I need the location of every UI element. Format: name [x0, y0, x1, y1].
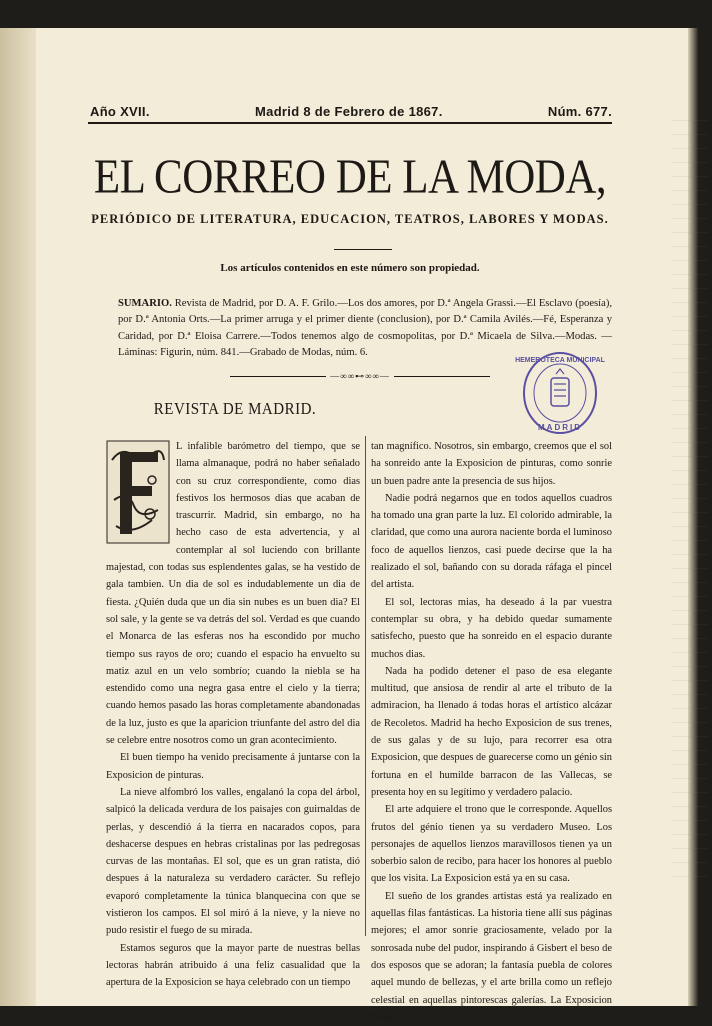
issue-info-line	[90, 104, 612, 119]
summary-lead: SUMARIO.	[118, 298, 172, 309]
issue-number: Núm. 677.	[547, 104, 612, 119]
stamp-top-text: HEMEROTECA MUNICIPAL	[515, 357, 605, 364]
stamp-bottom-text: MADRID	[538, 423, 582, 432]
paragraph: tan magnífico. Nosotros, sin embargo, creemos que el sol ha sonreido ante la Exposicion de pinturas, como sonrie un buen padre ante la presencia de sus hijos.	[371, 441, 612, 487]
issue-year: Año XVII.	[90, 104, 150, 119]
paragraph: Estamos seguros que la mayor parte de nuestras bellas lectoras habrán atribuido á una feliz casualidad que la apertura de la Exposicion se haya celebrado con un tiempo	[106, 942, 360, 989]
paragraph: El buen tiempo ha venido precisamente á juntarse con la Exposicion de pinturas.	[106, 752, 360, 781]
paragraph: L infalible barómetro del tiempo, que se llama almanaque, podrá no haber señalado con su cruz correspondiente, como dias festivos los hermosos dias que acaban de trascurrir. Madrid, sin embargo, no ha hecho caso de esta advertencia, y al contemplar al sol luciendo con brillante majestad, con todas sus esplendentes galas, se ha vestido de gala tambien. Un dia de sol es indudablemente un dia de fiesta. ¿Quién duda que un dia sin nubes es un buen dia? El sol sale, y la gente se va detrás del sol. Verdad es que cuando el Monarca de las esferas nos ha escondido por mucho tiempo sus rayos de oro; cuando el espacio ha envuelto su matiz azul en un velo sombrío; cuando la niebla se ha estendido como una negra gasa entre el cielo y la tierra; cuando hemos pasado las horas completamente abandonadas de la luz, justo es que la aparicion triunfante del astro del dia se celebre entre nosotros como un gran acontecimiento.	[106, 441, 360, 747]
issue-date: Madrid 8 de Febrero de 1867.	[255, 104, 443, 119]
property-note: Los artículos contenidos en este número son propiedad.	[220, 262, 480, 274]
newspaper-subtitle: PERIÓDICO DE LITERATURA, EDUCACION, TEATROS, LABORES Y MODAS.	[91, 212, 609, 226]
paragraph: El arte adquiere el trono que le corresponde. Aquellos frutos del génio tienen ya su verdadero Museo. Los personajes de aquellos lienzos maravillosos tienen ya un soberbio salon de recibo, para hacer los honores al pueblo que los visita. La Exposicion está ya en su casa.	[371, 804, 612, 885]
show-through-text	[672, 120, 708, 880]
masthead-rule	[88, 122, 612, 124]
paragraph: Nadie podrá negarnos que en todos aquellos cuadros ha tomado una gran parte la luz. El colorido admirable, la claridad, que como una aurora naciente borda el luminoso foco de aquellos lienzos, casi puede decirse que la ha realizado el sol, bañando con su dorada ráfaga el pincel del artista.	[371, 492, 612, 591]
summary-text: Revista de Madrid, por D. A. F. Grilo.—Los dos amores, por D.ª Angela Grassi.—El Esclavo (poesía), por D.ª Antonia Orts.—La primer arruga y el primer diente (conclusion), por D.ª Camila Avilés.—Fé, Esperanza y Caridad, por D.ª Eloisa Carrere.—Todos tenemos algo de cosmopolitas, por D.ª Micaela de Silva.—Modas. —Láminas: Figurin, núm. 841.—Grabado de Modas, núm. 6.	[118, 298, 612, 359]
book-spine-edge	[0, 28, 36, 1006]
ornament-glyph: —∞∞⊷∞∞—	[330, 370, 390, 381]
library-stamp	[515, 350, 605, 436]
right-column	[371, 438, 612, 1026]
newspaper-title: EL CORREO DE LA MODA,	[93, 151, 607, 204]
ornamental-divider	[230, 370, 490, 382]
section-heading: REVISTA DE MADRID.	[153, 401, 317, 419]
paragraph: Nada ha podido detener el paso de esa elegante multitud, que ansiosa de rendir al arte el tributo de la admiracion, ha llenado á todas horas el artístico alcázar de Recoletos. Madrid ha hecho Exposicion de sus trenes, de sus galas y de su lujo, para recorrer esa otra Exposicion, que despues de guarecerse como un génio sin fortuna en el humilde barracon de las Vallecas, se presenta hoy en su legítimo y verdadero palacio.	[371, 665, 612, 798]
left-column	[106, 438, 360, 992]
paragraph: La nieve alfombró los valles, engalanó la copa del árbol, salpicó la delicada verdura de los paisajes con guirnaldas de perlas, y descendió á la tierra en nacarados copos, para deshacerse despues en hebras cristalinas por las pedregosas curvas de las montañas. El sol, que es un gran ratista, dió despues á la naturaleza su verdadero carácter. Su reflejo evaporó completamente la túnica blanquecina con que se vistieron los campos. El sol miró á la nieve, y la nieve no pudo resistir el fuego de su mirada.	[106, 786, 360, 937]
paragraph: El sol, lectoras mias, ha deseado á la par vuestra contemplar su obra, y ha debido quedar sumamente satisfecho, puesto que ha sonreido en el espacio durante muchos dias.	[371, 596, 612, 660]
short-divider	[334, 249, 392, 250]
column-divider	[365, 436, 366, 936]
ornamental-initial-icon	[106, 440, 170, 544]
paragraph: El sueño de los grandes artistas está ya realizado en aquellas filas fantásticas. La historia tiene allí sus páginas mejores; el amor sonrie graciosamente, velado por la sonrosada nube del pudor, inspirando á Gisbert el beso de dos esposos que se adoran; la fantasía puebla de colores aquel mundo de bellezas, y el arte brilla como un reflejo celestial en aquellas pintorescas galerías. La Exposicion ha te-	[371, 890, 612, 1023]
